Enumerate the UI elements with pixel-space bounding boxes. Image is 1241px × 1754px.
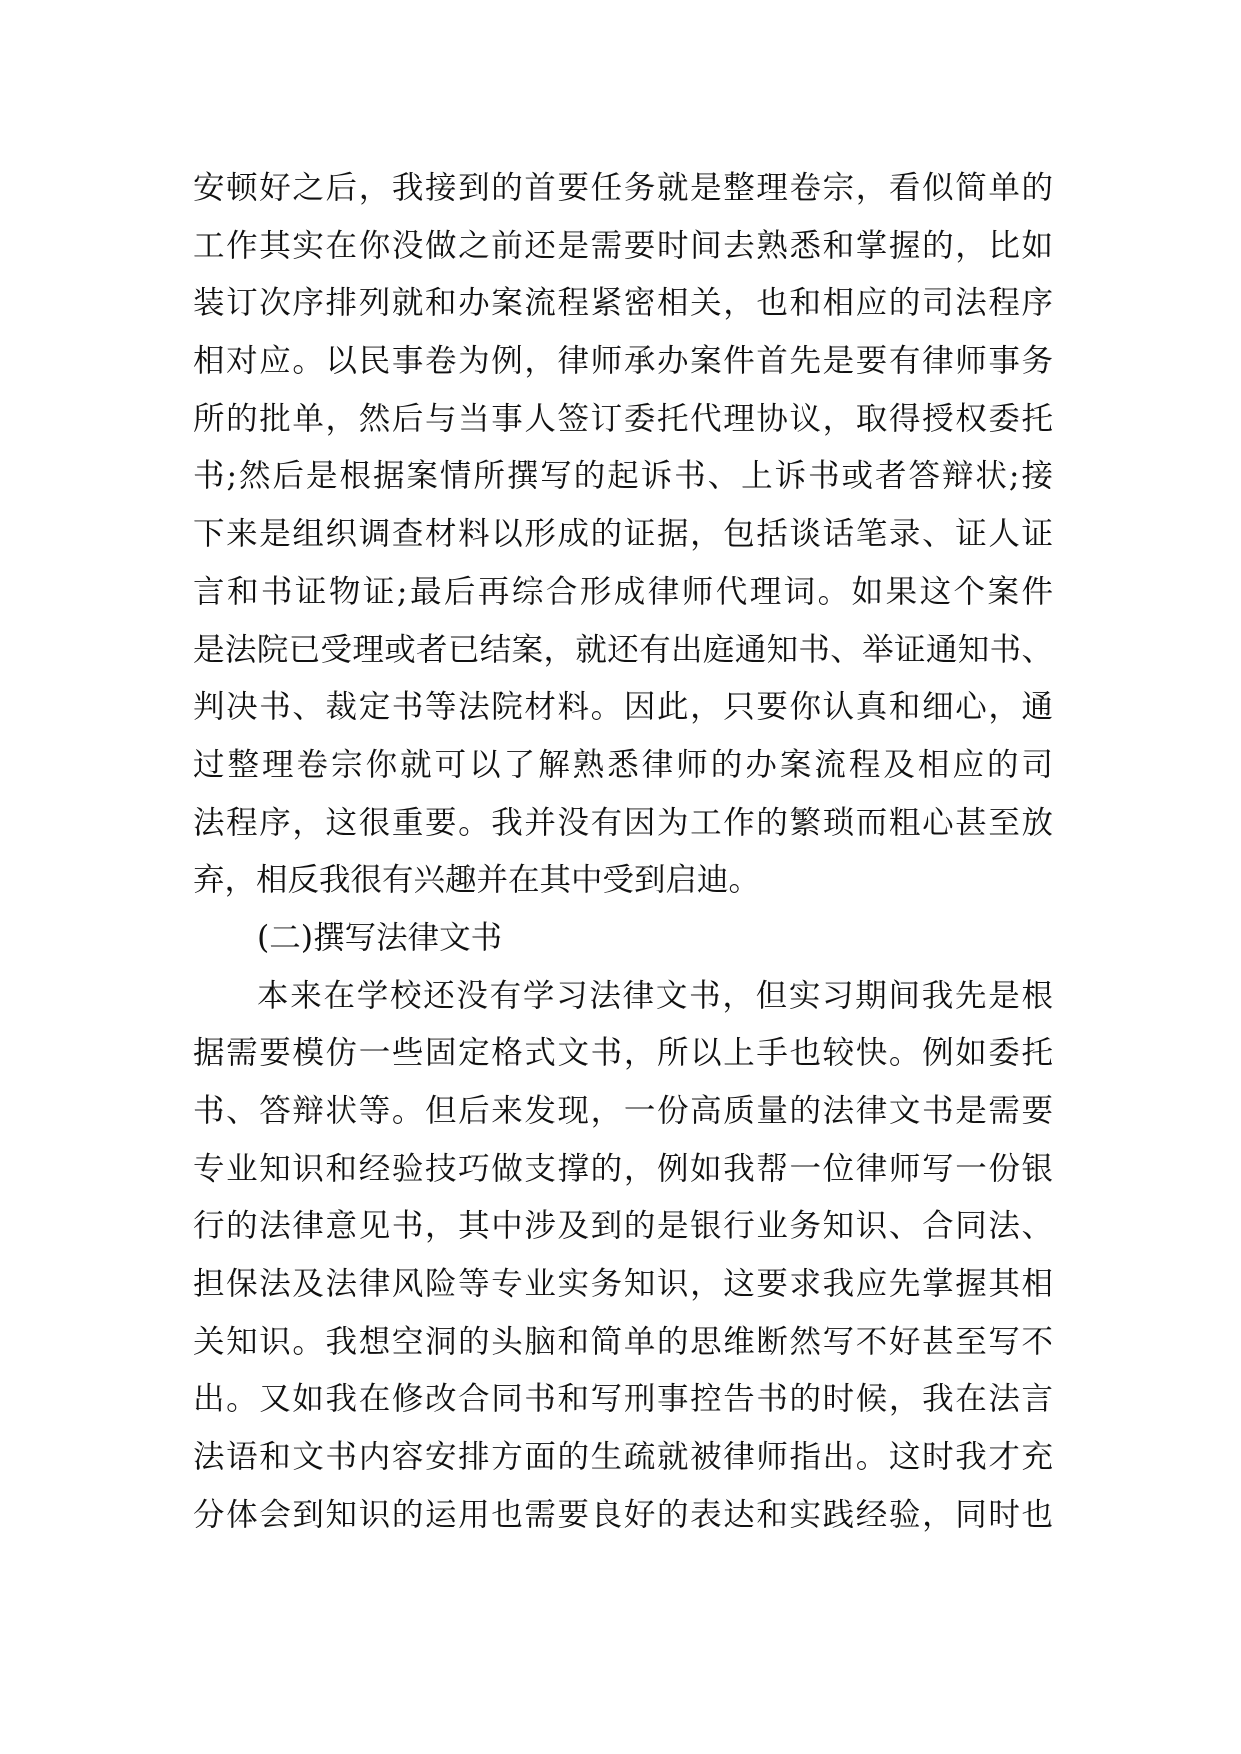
text-line: 下来是组织调查材料以形成的证据，包括谈话笔录、证人证 — [193, 516, 1053, 553]
text-line: 担保法及法律风险等专业实务知识，这要求我应先掌握其相 — [193, 1266, 1053, 1303]
text-line: 工作其实在你没做之前还是需要时间去熟悉和掌握的，比如 — [193, 227, 1053, 264]
text-line: 专业知识和经验技巧做支撑的，例如我帮一位律师写一份银 — [193, 1150, 1053, 1187]
text-line: 书、答辩状等。但后来发现，一份高质量的法律文书是需要 — [193, 1093, 1053, 1129]
text-line: 是法院已受理或者已结案，就还有出庭通知书、举证通知书、 — [193, 631, 1053, 668]
text-line: 所的批单，然后与当事人签订委托代理协议，取得授权委托 — [193, 400, 1053, 437]
text-line: 出。又如我在修改合同书和写刑事控告书的时候，我在法言 — [193, 1381, 1053, 1418]
text-line: 法语和文书内容安排方面的生疏就被律师指出。这时我才充 — [193, 1439, 1053, 1476]
text-line: 弃，相反我很有兴趣并在其中受到启迪。 — [193, 862, 761, 899]
text-line: 判决书、裁定书等法院材料。因此，只要你认真和细心，通 — [193, 689, 1053, 726]
text-line: 言和书证物证;最后再综合形成律师代理词。如果这个案件 — [193, 573, 1053, 610]
text-line: 关知识。我想空洞的头脑和简单的思维断然写不好甚至写不 — [193, 1323, 1053, 1360]
text-line: 据需要模仿一些固定格式文书，所以上手也较快。例如委托 — [193, 1035, 1053, 1072]
text-line: 法程序，这很重要。我并没有因为工作的繁琐而粗心甚至放 — [193, 804, 1053, 841]
text-line: 相对应。以民事卷为例，律师承办案件首先是要有律师事务 — [193, 343, 1053, 380]
text-line: 分体会到知识的运用也需要良好的表达和实践经验，同时也 — [193, 1496, 1053, 1533]
text-line: 书;然后是根据案情所撰写的起诉书、上诉书或者答辩状;接 — [193, 458, 1053, 495]
text-line: 装订次序排列就和办案流程紧密相关，也和相应的司法程序 — [193, 285, 1053, 322]
text-line: 本来在学校还没有学习法律文书，但实习期间我先是根 — [257, 977, 1053, 1014]
body-text — [193, 160, 1053, 1545]
text-line: 过整理卷宗你就可以了解熟悉律师的办案流程及相应的司 — [193, 746, 1053, 783]
text-line: 行的法律意见书，其中涉及到的是银行业务知识、合同法、 — [193, 1208, 1053, 1245]
section-heading: (二)撰写法律文书 — [257, 919, 503, 956]
text-line: 安顿好之后，我接到的首要任务就是整理卷宗，看似简单的 — [193, 170, 1053, 206]
